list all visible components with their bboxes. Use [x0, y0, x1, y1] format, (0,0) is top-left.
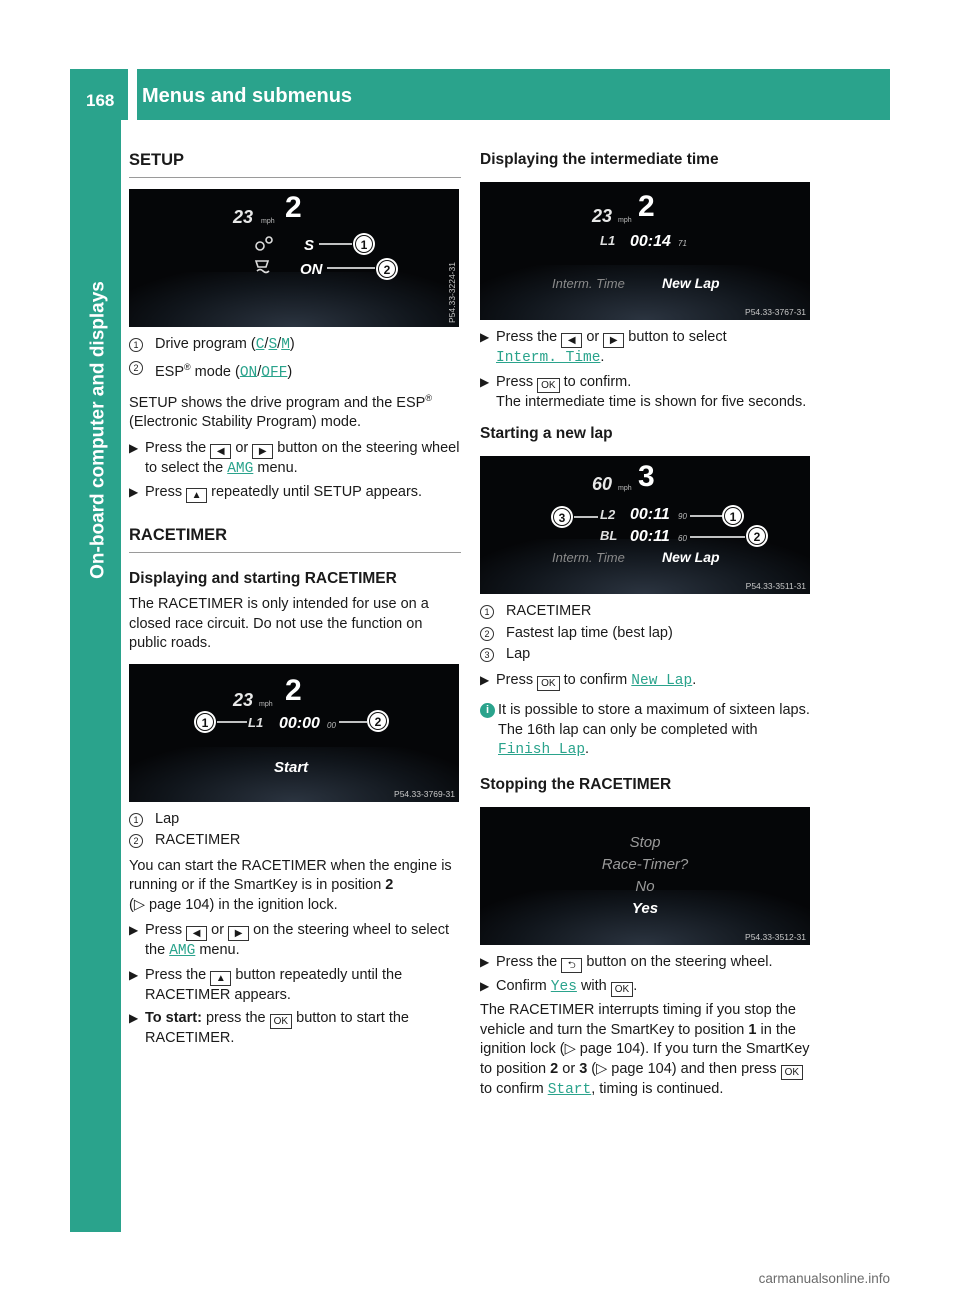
svg-text:1: 1	[729, 510, 737, 524]
svg-text:L1: L1	[600, 233, 616, 248]
ok-button-icon: OK	[537, 378, 559, 393]
legend-item: 3 Lap	[480, 645, 812, 665]
svg-text:71: 71	[678, 239, 687, 248]
instruction-step: ▶ Confirm Yes with OK .	[480, 977, 638, 995]
left-button-icon: ◀	[561, 333, 582, 348]
svg-text:3: 3	[638, 460, 655, 493]
ok-button-icon: OK	[537, 676, 559, 691]
image-reference: P54.33-3512-31	[745, 931, 806, 942]
svg-text:Race-Timer?: Race-Timer?	[601, 855, 689, 873]
svg-text:Interm. Time: Interm. Time	[552, 550, 625, 565]
image-reference: P54.33-3224-31	[447, 262, 457, 323]
screen-unit: mph	[261, 218, 275, 225]
side-tab-label: On-board computer and displays	[87, 281, 109, 579]
left-button-icon: ◀	[186, 926, 207, 941]
watermark: carmanualsonline.info	[758, 1270, 890, 1286]
image-reference: P54.33-3511-31	[745, 581, 806, 591]
up-button-icon: ▲	[186, 488, 207, 503]
instruction-step: ▶ Press the ◀ or ▶ button to select Interm. Time.	[480, 329, 727, 366]
svg-text:mph: mph	[618, 485, 632, 492]
svg-text:Yes: Yes	[631, 899, 659, 917]
intermediate-display-image	[480, 182, 810, 320]
svg-text:00:11: 00:11	[630, 506, 670, 523]
svg-text:2: 2	[374, 714, 382, 729]
start-description: You can start the RACETIMER when the engine is running or if the SmartKey is in position 2 (▷ page 104) in the ignition lock.	[129, 857, 452, 913]
svg-text:mph: mph	[259, 700, 273, 708]
intermediate-time-heading: Displaying the intermediate time	[480, 151, 719, 168]
screen-gear: 2	[285, 191, 302, 224]
page-number: 168	[86, 91, 115, 110]
svg-text:New Lap: New Lap	[662, 549, 720, 565]
svg-text:60: 60	[678, 534, 687, 543]
svg-text:00:14: 00:14	[630, 233, 671, 250]
svg-text:Stop: Stop	[629, 833, 661, 851]
ok-button-icon: OK	[781, 1065, 803, 1080]
info-icon: i	[480, 703, 495, 718]
back-button-icon: ⮌	[561, 958, 582, 973]
svg-text:2: 2	[753, 530, 761, 544]
legend-item: 1 Lap	[129, 810, 461, 830]
screen-program: S	[304, 237, 315, 254]
svg-text:BL: BL	[600, 528, 618, 543]
svg-text:Start: Start	[274, 758, 309, 776]
page-header	[70, 69, 890, 120]
instruction-step: ▶ Press ◀ or ▶ on the steering wheel to select the AMG menu.	[129, 922, 449, 960]
instruction-step: ▶ Press OK to confirm New Lap.	[480, 671, 697, 689]
legend-item: 2 RACETIMER	[129, 831, 461, 851]
info-note: i It is possible to store a maximum of sixteen laps. The 16th lap can only be completed with Finish Lap.	[480, 701, 812, 761]
legend-item: 1 Drive program (C/S/M)	[129, 335, 461, 356]
svg-text:Interm. Time: Interm. Time	[552, 276, 625, 291]
new-lap-display-image	[480, 456, 810, 594]
instruction-step: ▶ Press the ⮌ button on the steering wheel.	[480, 953, 773, 971]
svg-text:1: 1	[360, 238, 368, 252]
svg-text:1: 1	[201, 715, 209, 730]
svg-text:No: No	[635, 877, 655, 895]
svg-text:23: 23	[592, 206, 613, 226]
svg-text:2: 2	[285, 673, 302, 707]
svg-text:00:11: 00:11	[630, 528, 670, 545]
image-reference: P54.33-3769-31	[394, 788, 455, 799]
racetimer-warning: The RACETIMER is only intended for use on a closed race circuit. Do not use the function on public roads.	[129, 596, 429, 652]
header-separator	[128, 69, 137, 120]
svg-text:23: 23	[233, 689, 254, 710]
screen-speed: 23	[233, 207, 254, 227]
drive-program-icon	[256, 237, 272, 250]
svg-text:3: 3	[558, 511, 566, 525]
displaying-racetimer-heading: Displaying and starting RACETIMER	[129, 570, 397, 588]
instruction-step: ▶ To start: press the OK button to start the RACETIMER.	[129, 1010, 409, 1047]
legend-item: 1 RACETIMER	[480, 602, 812, 622]
right-button-icon: ▶	[603, 333, 624, 348]
setup-display-image	[129, 189, 459, 327]
screen-esp: ON	[300, 261, 323, 278]
setup-heading: SETUP	[129, 150, 461, 178]
svg-text:90: 90	[678, 512, 687, 521]
stop-display-image	[480, 807, 810, 945]
up-button-icon: ▲	[210, 971, 231, 986]
instruction-step: ▶ Press the ◀ or ▶ button on the steering wheel to select the AMG menu.	[129, 439, 460, 477]
svg-text:60: 60	[592, 474, 613, 494]
svg-text:New Lap: New Lap	[662, 275, 720, 291]
svg-text:mph: mph	[618, 217, 632, 224]
instruction-step: ▶ Press the ▲ button repeatedly until the RACETIMER appears.	[129, 966, 403, 1003]
stop-description: The RACETIMER interrupts timing if you stop the vehicle and turn the SmartKey to position 1 in the ignition lock (▷ page 104). If you turn the SmartKey to position 2 or 3 (▷ page 104) and then press OK to confirm Start, timing is continued.	[480, 1002, 810, 1098]
svg-text:L1: L1	[248, 714, 264, 730]
stopping-heading: Stopping the RACETIMER	[480, 775, 672, 793]
right-column	[480, 150, 812, 1106]
image-reference: P54.33-3767-31	[745, 307, 806, 317]
right-button-icon: ▶	[228, 926, 249, 941]
left-column	[129, 150, 461, 1053]
setup-description: SETUP shows the drive program and the ESP® (Electronic Stability Program) mode.	[129, 392, 432, 431]
instruction-step: ▶ Press OK to confirm. The intermediate time is shown for five seconds.	[480, 373, 807, 410]
esp-icon	[256, 261, 269, 273]
new-lap-heading: Starting a new lap	[480, 425, 613, 442]
right-button-icon: ▶	[252, 444, 273, 459]
racetimer-heading: RACETIMER	[129, 525, 461, 553]
svg-text:L2: L2	[600, 507, 616, 522]
svg-text:2: 2	[383, 263, 391, 277]
racetimer-display-image	[129, 664, 459, 802]
legend-item: 2 Fastest lap time (best lap)	[480, 624, 812, 644]
ok-button-icon: OK	[270, 1014, 292, 1029]
svg-text:2: 2	[638, 190, 655, 223]
page-title: Menus and submenus	[142, 85, 353, 107]
ok-button-icon: OK	[611, 982, 633, 997]
legend-item: 2 ESP® mode (ON/OFF)	[129, 358, 461, 383]
left-button-icon: ◀	[210, 444, 231, 459]
svg-text:00: 00	[327, 720, 336, 730]
svg-text:00:00: 00:00	[279, 714, 320, 732]
instruction-step: ▶ Press ▲ repeatedly until SETUP appears.	[129, 484, 423, 502]
